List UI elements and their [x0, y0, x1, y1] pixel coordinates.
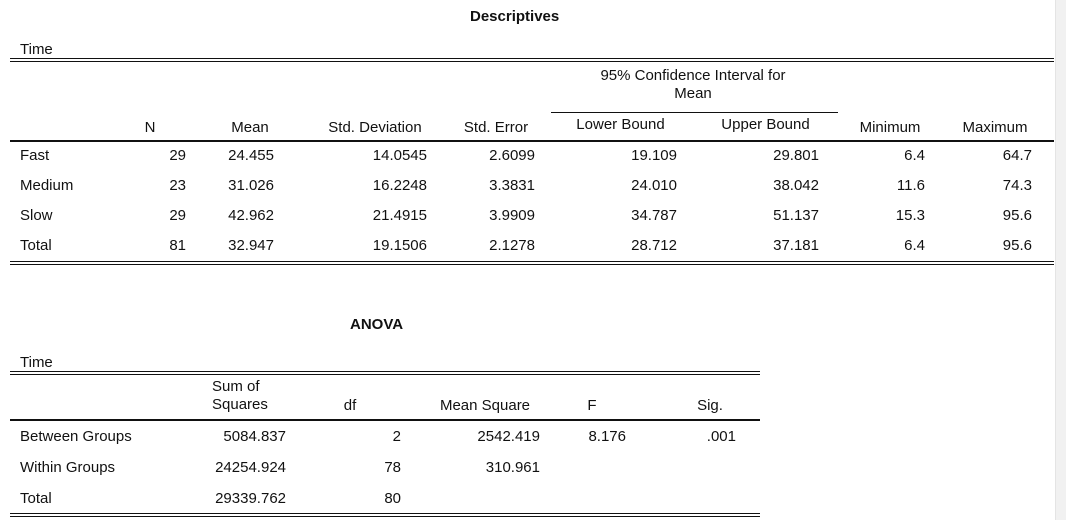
table-cell: 2	[392, 428, 401, 445]
col-header-n: N	[144, 119, 156, 136]
ci-header-line1: 95% Confidence Interval for	[600, 67, 786, 84]
col-header-sig: Sig.	[697, 397, 723, 414]
descriptives-header-rule	[10, 140, 1054, 142]
table-cell: 3.3831	[489, 177, 535, 194]
anova-header-rule	[10, 419, 760, 421]
table-cell: 2.6099	[489, 147, 535, 164]
table-cell: 51.137	[773, 207, 819, 224]
table-cell: 29	[169, 207, 186, 224]
table-cell: 64.7	[1002, 147, 1032, 164]
table-cell: 37.181	[773, 237, 819, 254]
table-cell: 31.026	[228, 177, 274, 194]
descriptives-bottom-rule	[10, 261, 1054, 265]
table-cell: 24.010	[631, 177, 677, 194]
table-cell: 38.042	[773, 177, 819, 194]
table-cell: 29	[169, 147, 186, 164]
table-cell: 310.961	[485, 459, 540, 476]
ci-header-line2: Mean	[674, 85, 712, 102]
descriptives-top-rule	[10, 58, 1054, 62]
row-label-between-groups: Between Groups	[20, 428, 132, 445]
table-cell: 81	[169, 237, 186, 254]
table-cell: 29339.762	[215, 490, 286, 507]
row-label-total: Total	[20, 490, 52, 507]
table-cell: 24.455	[228, 147, 274, 164]
table-cell: 24254.924	[215, 459, 286, 476]
col-header-sum-line1: Sum of	[212, 378, 260, 395]
col-header-maximum: Maximum	[962, 119, 1028, 136]
col-header-sum-line2: Squares	[212, 396, 268, 413]
col-header-std-error: Std. Error	[463, 119, 529, 136]
table-cell: 28.712	[631, 237, 677, 254]
table-cell: 3.9909	[489, 207, 535, 224]
anova-top-rule	[10, 371, 760, 375]
vertical-scrollbar[interactable]	[1055, 0, 1066, 520]
table-cell: 95.6	[1002, 237, 1032, 254]
descriptives-title: Descriptives	[470, 8, 560, 25]
table-cell: 6.4	[904, 237, 925, 254]
anova-bottom-rule	[10, 513, 760, 517]
table-cell: 2542.419	[477, 428, 540, 445]
table-cell: 5084.837	[223, 428, 286, 445]
table-cell: 34.787	[631, 207, 677, 224]
col-header-std-deviation: Std. Deviation	[328, 119, 422, 136]
ci-header-rule	[551, 112, 838, 113]
table-cell: 15.3	[895, 207, 925, 224]
descriptives-dependent-label: Time	[20, 41, 53, 58]
col-header-df: df	[343, 397, 357, 414]
table-cell: 23	[169, 177, 186, 194]
col-header-mean-square: Mean Square	[439, 397, 531, 414]
table-cell: 19.1506	[372, 237, 427, 254]
row-label-total: Total	[20, 237, 52, 254]
col-header-minimum: Minimum	[859, 119, 921, 136]
table-cell: 16.2248	[372, 177, 427, 194]
table-cell: 8.176	[588, 428, 626, 445]
table-cell: 29.801	[773, 147, 819, 164]
table-cell: .001	[706, 428, 736, 445]
table-cell: 80	[384, 490, 401, 507]
col-header-lower-bound: Lower Bound	[576, 116, 665, 133]
table-cell: 21.4915	[372, 207, 427, 224]
anova-title: ANOVA	[350, 316, 404, 333]
table-cell: 19.109	[631, 147, 677, 164]
table-cell: 14.0545	[372, 147, 427, 164]
row-label-medium: Medium	[20, 177, 74, 194]
col-header-sum-of-squares	[212, 378, 268, 414]
row-label-within-groups: Within Groups	[20, 459, 116, 476]
table-cell: 6.4	[904, 147, 925, 164]
table-cell: 42.962	[228, 207, 274, 224]
table-cell: 74.3	[1002, 177, 1032, 194]
col-header-mean: Mean	[231, 119, 269, 136]
table-cell: 2.1278	[489, 237, 535, 254]
table-cell: 32.947	[228, 237, 274, 254]
table-cell: 78	[384, 459, 401, 476]
anova-dependent-label: Time	[20, 354, 53, 371]
row-label-fast: Fast	[20, 147, 50, 164]
col-header-f: F	[587, 397, 597, 414]
table-cell: 11.6	[896, 177, 925, 194]
col-header-upper-bound: Upper Bound	[721, 116, 810, 133]
row-label-slow: Slow	[20, 207, 53, 224]
ci-header	[548, 67, 838, 103]
table-cell: 95.6	[1002, 207, 1032, 224]
